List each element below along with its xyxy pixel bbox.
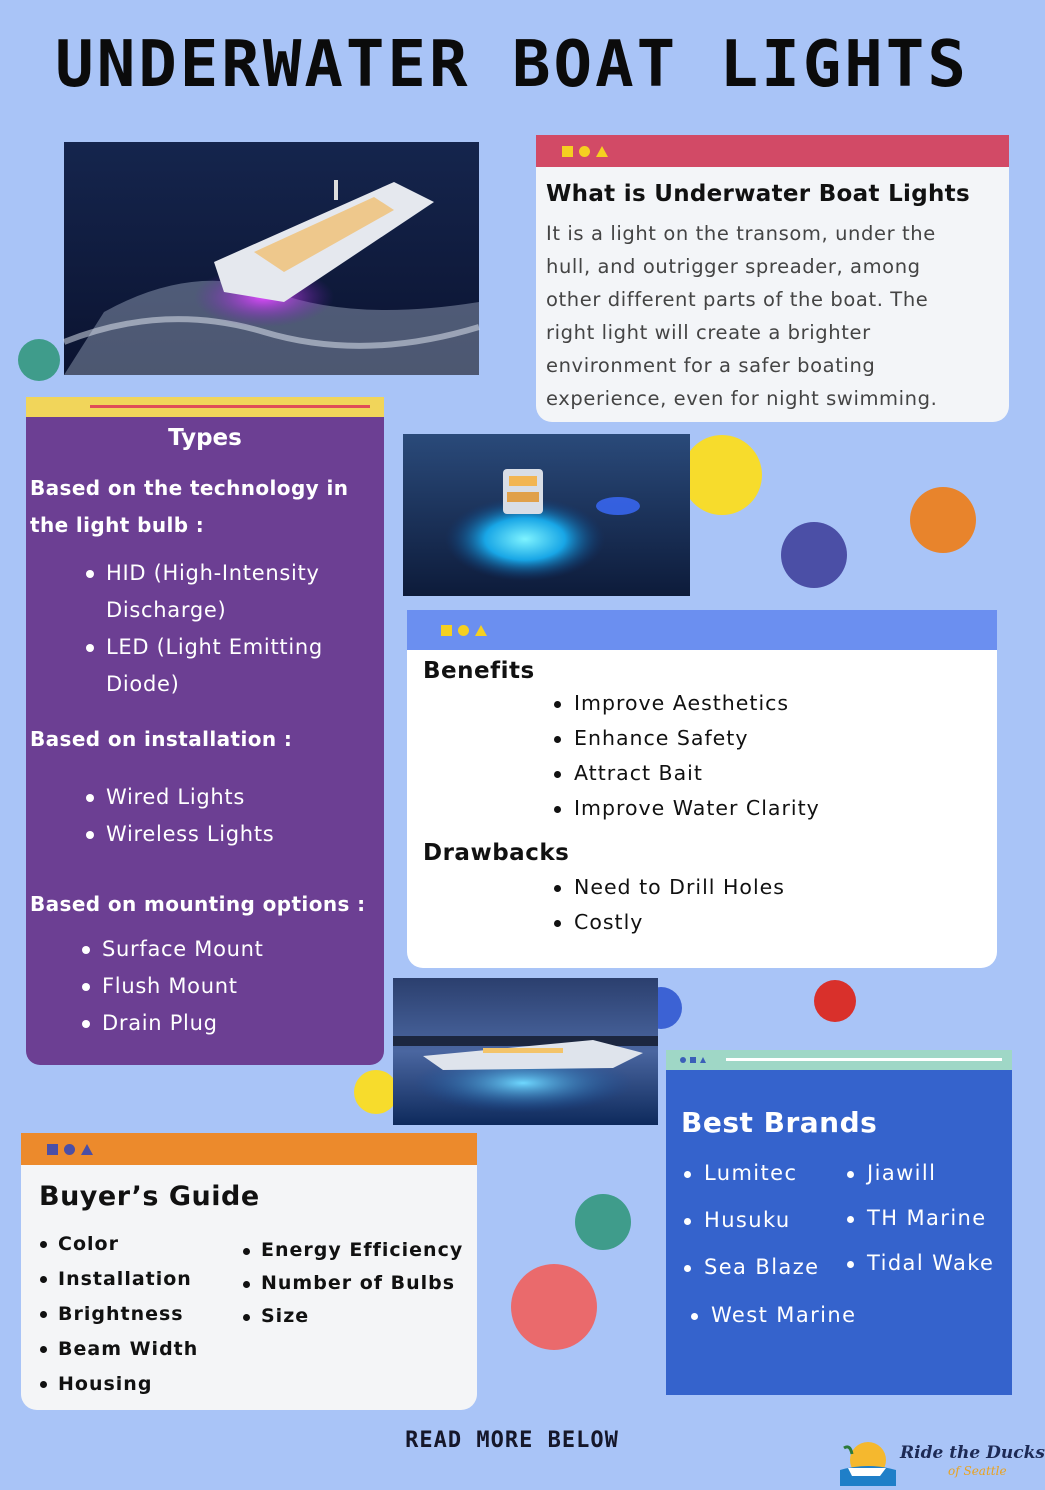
brand-item: Lumitec — [704, 1161, 798, 1185]
drawbacks-heading: Drawbacks — [423, 840, 570, 866]
mounting-list — [102, 931, 384, 1042]
logo-subtitle: of Seattle — [948, 1464, 1007, 1478]
square-icon — [562, 146, 573, 157]
circle-icon — [680, 1057, 686, 1063]
buyers-guide-list-1 — [58, 1227, 198, 1402]
triangle-icon — [475, 625, 487, 636]
boat-blue-light-photo — [403, 434, 690, 596]
read-more-link[interactable]: READ MORE BELOW — [405, 1428, 619, 1453]
square-icon — [690, 1057, 696, 1063]
buyers-guide-heading: Buyer’s Guide — [39, 1181, 260, 1212]
list-item: Improve Aesthetics — [574, 686, 997, 721]
card-header-bar — [26, 397, 384, 417]
square-icon — [47, 1144, 58, 1155]
list-item: Need to Drill Holes — [574, 870, 997, 905]
brand-item: West Marine — [711, 1303, 857, 1327]
types-heading: Types — [168, 425, 242, 451]
decor-circle-teal — [18, 339, 60, 381]
brand-item: Tidal Wake — [867, 1251, 995, 1275]
brand-item: Jiawill — [867, 1161, 937, 1185]
brand-item: Sea Blaze — [704, 1255, 820, 1279]
yacht-purple-light-photo — [64, 142, 479, 375]
card-header-bar — [21, 1133, 477, 1165]
card-header-bar — [407, 610, 997, 650]
logo-boat-icon — [838, 1440, 898, 1486]
decor-circle-yellow — [682, 435, 762, 515]
ride-the-ducks-logo — [838, 1440, 1045, 1486]
list-item: Energy Efficiency — [261, 1234, 463, 1267]
technology-label: Based on the technology in the light bulb : — [30, 476, 349, 537]
page-title: UNDERWATER BOAT LIGHTS — [55, 28, 969, 102]
what-is-heading: What is Underwater Boat Lights — [546, 181, 970, 207]
list-item: Size — [261, 1300, 463, 1333]
installation-list — [106, 779, 384, 853]
types-card — [26, 397, 384, 1065]
triangle-icon — [596, 146, 608, 157]
circle-icon — [458, 625, 469, 636]
list-item: Drain Plug — [102, 1005, 384, 1042]
logo-title: Ride the Ducks — [900, 1443, 1045, 1463]
circle-icon — [579, 146, 590, 157]
list-item: Beam Width — [58, 1332, 198, 1367]
decor-circle-red — [814, 980, 856, 1022]
list-item: Wireless Lights — [106, 816, 384, 853]
list-item: Costly — [574, 905, 997, 940]
list-item: Wired Lights — [106, 779, 384, 816]
list-item: Color — [58, 1227, 198, 1262]
card-header-bar — [666, 1050, 1012, 1070]
list-item: Enhance Safety — [574, 721, 997, 756]
decor-circle-indigo — [781, 522, 847, 588]
list-item: Attract Bait — [574, 756, 997, 791]
triangle-icon — [81, 1144, 93, 1155]
buyers-guide-list-2 — [261, 1234, 463, 1333]
list-item: Brightness — [58, 1297, 198, 1332]
brand-item: Husuku — [704, 1208, 791, 1232]
card-header-bar — [536, 135, 1009, 167]
yacht-dusk-photo — [393, 978, 658, 1125]
list-item: Improve Water Clarity — [574, 791, 997, 826]
square-icon — [441, 625, 452, 636]
brand-item: TH Marine — [867, 1206, 987, 1230]
list-item: Surface Mount — [102, 931, 384, 968]
list-item: HID (High-Intensity Discharge) — [106, 555, 384, 629]
triangle-icon — [700, 1057, 706, 1063]
decor-circle-yellow-small — [354, 1070, 398, 1114]
benefits-list — [574, 686, 997, 826]
circle-icon — [64, 1144, 75, 1155]
decor-circle-coral — [511, 1264, 597, 1350]
benefits-heading: Benefits — [423, 658, 535, 684]
list-item: Number of Bulbs — [261, 1267, 463, 1300]
brands-card — [666, 1050, 1012, 1395]
decor-circle-orange — [910, 487, 976, 553]
benefits-card — [407, 610, 997, 968]
what-is-description: It is a light on the transom, under the hull, and outrigger spreader, among other different parts of the boat. The right light will create a brighter environment for a safer boating experience, even for night swimming. — [546, 222, 938, 410]
list-item: LED (Light Emitting Diode) — [106, 629, 384, 703]
list-item: Flush Mount — [102, 968, 384, 1005]
installation-label: Based on installation : — [30, 727, 293, 751]
what-is-card — [536, 135, 1009, 422]
decor-circle-teal-2 — [575, 1194, 631, 1250]
drawbacks-list — [574, 870, 997, 940]
technology-list — [106, 555, 384, 703]
list-item: Installation — [58, 1262, 198, 1297]
mounting-label: Based on mounting options : — [30, 892, 366, 916]
buyers-guide-card — [21, 1133, 477, 1410]
brands-heading: Best Brands — [681, 1106, 878, 1139]
list-item: Housing — [58, 1367, 198, 1402]
